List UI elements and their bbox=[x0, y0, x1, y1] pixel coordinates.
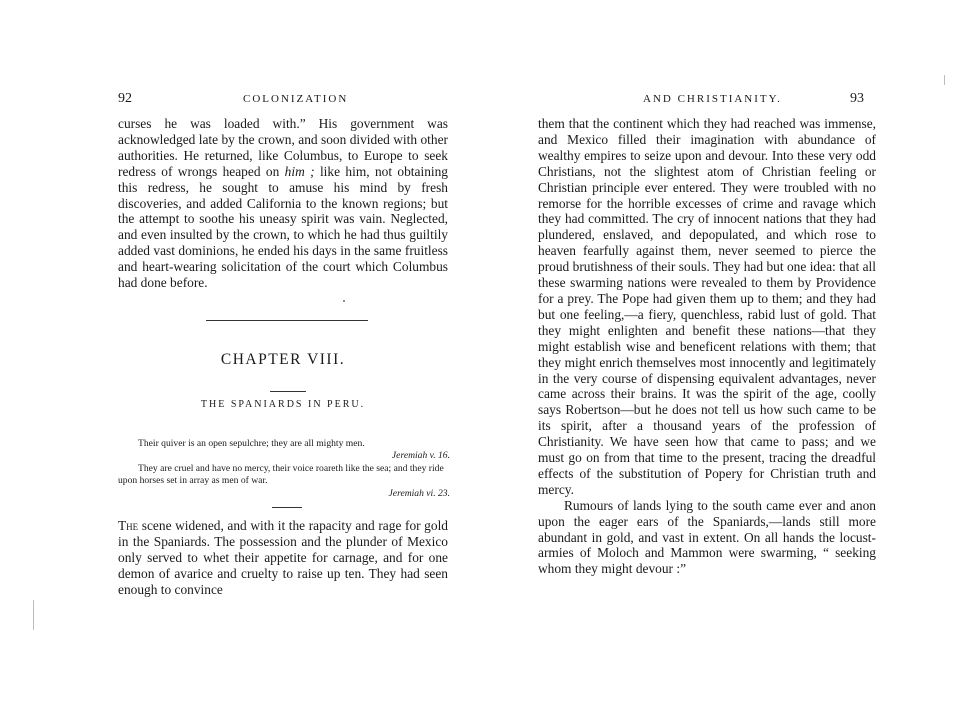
epigraph-2-text: They are cruel and have no mercy, their voice roareth like the sea; and they ride upon horses set in array as men of war. bbox=[118, 463, 444, 487]
chapter-subtitle: THE SPANIARDS IN PERU. bbox=[200, 399, 366, 410]
left-top-paragraph bbox=[118, 116, 448, 291]
right-body bbox=[538, 116, 876, 577]
epigraph-2-source: Jeremiah vi. 23. bbox=[388, 487, 450, 499]
epigraph-rule bbox=[272, 507, 302, 508]
left-top-text-rest: like him, not obtaining this redress, he sought to amuse his mind by fresh discoveries, and added California to the known regions; but the attempt to soothe his uneasy spirit was vain. Neglected, and even insulted by the crown, to which he had thus guiltily added vast dominions, he ended his days in the same fruitless and heart-wearing solicitation of the court which Columbus had done before. bbox=[118, 163, 448, 291]
section-rule bbox=[206, 320, 368, 321]
right-paragraph-2: Rumours of lands lying to the south came ever and anon upon the eager ears of the Spaniards,—lands still more abundant in gold, and vast in extent. On all hands the locust-armies of Moloch and Mammon were swarming, “ seeking whom they might devour :” bbox=[538, 497, 876, 577]
epigraph-1 bbox=[138, 438, 450, 463]
right-page-number: 93 bbox=[850, 91, 864, 106]
left-running-head: COLONIZATION bbox=[243, 93, 349, 105]
right-running-head: AND CHRISTIANITY. bbox=[643, 93, 782, 105]
opening-text: scene widened, and with it the rapacity and rage for gold in the Spaniards. The possession and the plunder of Mexico only served to whet their appetite for carnage, and for one demon of avarice and cruelty to raise up ten. They had seen enough to convince bbox=[118, 518, 448, 597]
opening-word: The bbox=[118, 518, 139, 533]
epigraph-1-text: Their quiver is an open sepulchre; they are all mighty men. bbox=[138, 438, 365, 449]
left-page-number: 92 bbox=[118, 91, 132, 106]
chapter-short-rule bbox=[270, 391, 306, 392]
right-paragraph-1: them that the continent which they had reached was immense, and Mexico filled their imagination with abundance of wealthy empires to seize upon and devour. Into these very odd Christians, not the slightest atom of Christian feeling or Christian principle ever entered. They were troubled with no remorse for the horrible excesses of crime and ravage which they had committed. The cry of innocent nations that they had plundered, enslaved, and depopulated, and which rose to heaven fearfully against them, never seemed to pierce the proud brutishness of their souls. They had but one idea: that all these swarming nations were revealed to them by Providence for a prey. The Pope had given them up to them; and they had but one feeling,—a fiery, quenchless, rabid lust of gold. That they might enlighten and benefit these nations—that they might establish wise and beneficent relations with them; that they might enrich themselves most innocently and legitimately in the very course of dispensing equivalent advantages, never came across their brains. It was the spirit of the age, coolly says Robertson—but he does not tell us how such came to be its spirit, after a thousand years of the profession of Christianity. We have seen how that came to pass; and we must go on from that time to the present, tracing the dreadful effects of the substitution of Popery for Christian truth and mercy. bbox=[538, 116, 876, 497]
ink-speck bbox=[343, 300, 345, 302]
epigraph-2 bbox=[118, 463, 450, 500]
left-top-emphasis: him ; bbox=[284, 163, 315, 179]
chapter-opening-paragraph bbox=[118, 518, 448, 598]
scan-margin-mark bbox=[944, 75, 945, 85]
chapter-heading: CHAPTER VIII. bbox=[220, 351, 346, 368]
left-top-text: curses he was loaded with.” His government was acknowledged late by the crown, and soon divided with other authorities. He returned, like Columbus, to Europe to seek redress of wrongs heaped on bbox=[118, 116, 448, 179]
scan-margin-mark bbox=[33, 600, 34, 630]
epigraph-1-source: Jeremiah v. 16. bbox=[391, 450, 450, 462]
